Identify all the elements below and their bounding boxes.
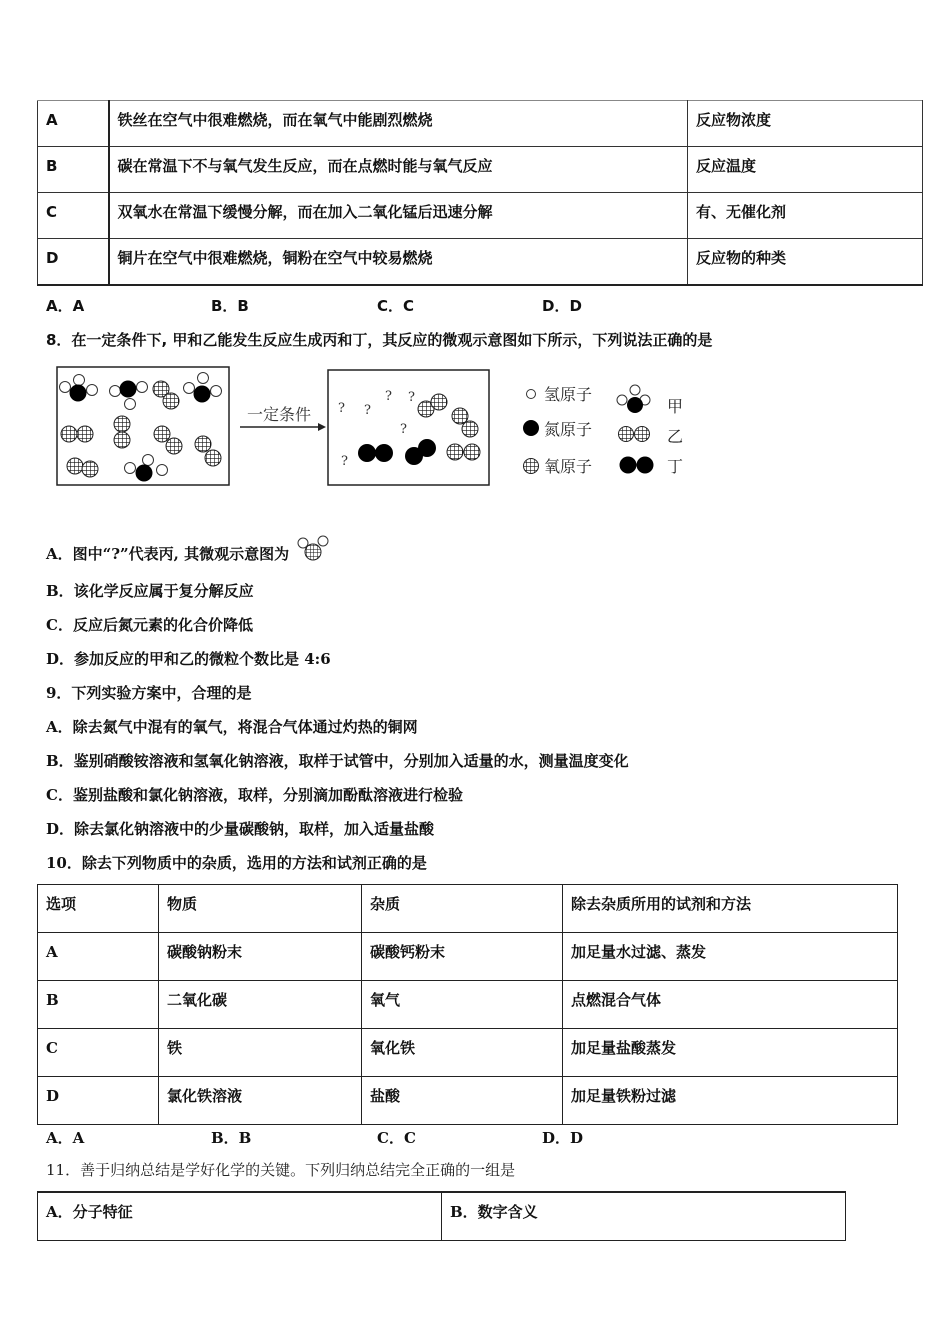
- svg-text:?: ?: [364, 403, 371, 418]
- option-cell: B: [38, 981, 159, 1029]
- table-row: [38, 1029, 898, 1077]
- svg-text:?: ?: [341, 454, 348, 469]
- table-row: [38, 101, 923, 147]
- q9-option-b[interactable]: B．鉴别硝酸铵溶液和氢氧化钠溶液，取样于试管中，分别加入适量的水，测量温度变化: [46, 752, 629, 770]
- choice-a[interactable]: A．A: [46, 1129, 85, 1147]
- arrow-label: 一定条件: [247, 405, 312, 424]
- choice-d[interactable]: D．D: [542, 1129, 584, 1147]
- phenomenon-cell: 双氧水在常温下缓慢分解，而在加入二氧化锰后迅速分解: [109, 193, 688, 239]
- option-b-cell[interactable]: B．数字含义: [442, 1192, 846, 1240]
- nitrogen-atom-icon: [523, 420, 539, 436]
- svg-text:乙: 乙: [667, 427, 684, 446]
- header-cell: 选项: [38, 885, 159, 933]
- choice-b[interactable]: B．B: [211, 297, 249, 315]
- q11-table: [37, 1191, 846, 1241]
- svg-text:氧原子: 氧原子: [544, 457, 593, 476]
- q8-option-c[interactable]: C．反应后氮元素的化合价降低: [46, 616, 253, 634]
- hydrogen-atom-icon: [527, 390, 536, 399]
- water-molecule-icon: [296, 535, 330, 563]
- impurity-cell: 氧气: [362, 981, 563, 1029]
- impurity-cell: 氧化铁: [362, 1029, 563, 1077]
- q8-option-d[interactable]: D．参加反应的甲和乙的微粒个数比是 4:6: [46, 650, 331, 668]
- impurity-cell: 碳酸钙粉末: [362, 933, 563, 981]
- ammonia-molecule-icon: [617, 385, 650, 413]
- choice-b[interactable]: B．B: [211, 1129, 252, 1147]
- option-cell: A: [38, 933, 159, 981]
- q10-stem: 10．除去下列物质中的杂质，选用的方法和试剂正确的是: [46, 854, 427, 872]
- svg-text:?: ?: [338, 401, 345, 416]
- option-cell: D: [38, 1077, 159, 1125]
- choice-c[interactable]: C．C: [377, 297, 415, 315]
- q8-option-a[interactable]: A．图中“?”代表丙, 其微观示意图为: [46, 535, 330, 564]
- option-cell: C: [38, 193, 109, 239]
- option-cell: B: [38, 147, 109, 193]
- reaction-diagram: [50, 362, 710, 492]
- q8-option-b[interactable]: B．该化学反应属于复分解反应: [46, 582, 254, 600]
- choice-d[interactable]: D．D: [542, 297, 582, 315]
- option-cell: A: [38, 101, 109, 147]
- svg-text:丁: 丁: [667, 457, 684, 476]
- oxygen-atom-icon: [524, 459, 539, 474]
- impurity-cell: 盐酸: [362, 1077, 563, 1125]
- q9-option-c[interactable]: C．鉴别盐酸和氯化钠溶液，取样，分别滴加酚酞溶液进行检验: [46, 786, 463, 804]
- header-cell: 杂质: [362, 885, 563, 933]
- method-cell: 点燃混合气体: [563, 981, 898, 1029]
- table-row: [38, 193, 923, 239]
- q8-stem: 8．在一定条件下, 甲和乙能发生反应生成丙和丁，其反应的微观示意图如下所示，下列说法正确的是: [46, 331, 713, 349]
- legend: [523, 385, 683, 476]
- svg-text:氮原子: 氮原子: [544, 420, 593, 439]
- table-row: [38, 239, 923, 285]
- phenomenon-cell: 碳在常温下不与氧气发生反应，而在点燃时能与氧气反应: [109, 147, 688, 193]
- option-a-cell[interactable]: A．分子特征: [38, 1192, 442, 1240]
- option-cell: C: [38, 1029, 159, 1077]
- substance-cell: 碳酸钠粉末: [159, 933, 362, 981]
- substance-cell: 二氧化碳: [159, 981, 362, 1029]
- table-row: [38, 981, 898, 1029]
- oxygen-molecule-icon: [619, 427, 650, 442]
- svg-text:甲: 甲: [667, 397, 684, 416]
- svg-text:?: ?: [385, 389, 392, 404]
- svg-text:氢原子: 氢原子: [544, 385, 593, 404]
- q9-option-a[interactable]: A．除去氮气中混有的氧气，将混合气体通过灼热的铜网: [46, 718, 418, 736]
- choice-c[interactable]: C．C: [377, 1129, 416, 1147]
- factor-cell: 反应物浓度: [688, 101, 923, 147]
- header-cell: 物质: [159, 885, 362, 933]
- reaction-arrow-icon: [240, 423, 326, 431]
- svg-text:?: ?: [408, 390, 415, 405]
- phenomenon-cell: 铁丝在空气中很难燃烧，而在氧气中能剧烈燃烧: [109, 101, 688, 147]
- method-cell: 加足量盐酸蒸发: [563, 1029, 898, 1077]
- factor-cell: 反应温度: [688, 147, 923, 193]
- product-box: [328, 370, 489, 485]
- q11-stem: 11．善于归纳总结是学好化学的关键。下列归纳总结完全正确的一组是: [46, 1161, 516, 1179]
- table-row: [38, 1192, 846, 1240]
- q10-table: [37, 884, 898, 1125]
- phenomenon-cell: 铜片在空气中很难燃烧，铜粉在空气中较易燃烧: [109, 239, 688, 285]
- q7-table: [37, 100, 923, 286]
- svg-text:?: ?: [400, 422, 407, 437]
- choice-a[interactable]: A．A: [46, 297, 85, 315]
- factor-cell: 反应物的种类: [688, 239, 923, 285]
- table-row: [38, 147, 923, 193]
- table-header-row: [38, 885, 898, 933]
- q9-option-d[interactable]: D．除去氯化钠溶液中的少量碳酸钠，取样，加入适量盐酸: [46, 820, 435, 838]
- option-cell: D: [38, 239, 109, 285]
- table-row: [38, 1077, 898, 1125]
- substance-cell: 铁: [159, 1029, 362, 1077]
- q9-stem: 9．下列实验方案中，合理的是: [46, 684, 252, 702]
- substance-cell: 氯化铁溶液: [159, 1077, 362, 1125]
- method-cell: 加足量水过滤、蒸发: [563, 933, 898, 981]
- factor-cell: 有、无催化剂: [688, 193, 923, 239]
- reactant-box: [57, 367, 229, 485]
- method-cell: 加足量铁粉过滤: [563, 1077, 898, 1125]
- nitrogen-molecule-icon: [620, 457, 654, 474]
- header-cell: 除去杂质所用的试剂和方法: [563, 885, 898, 933]
- table-row: [38, 933, 898, 981]
